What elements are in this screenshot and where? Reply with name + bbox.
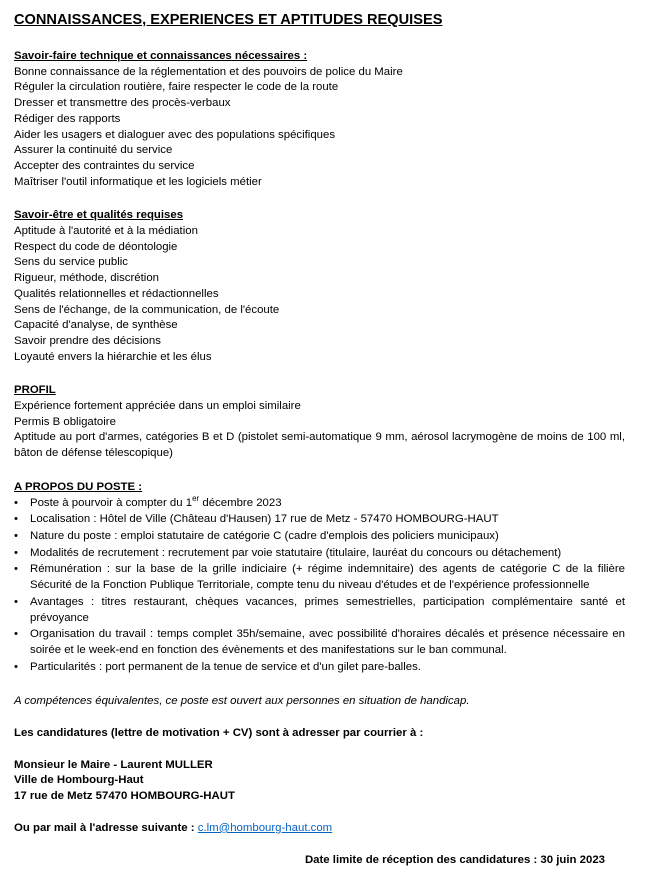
profil-heading: PROFIL — [14, 384, 56, 397]
savoir-etre-section — [14, 208, 625, 365]
savoir-etre-list — [14, 224, 625, 365]
list-item: • Poste à pourvoir à compter du 1er décembre 2023 — [14, 496, 625, 512]
list-item: Loyauté envers la hiérarchie et les élus — [14, 350, 212, 363]
savoir-faire-section — [14, 49, 625, 190]
apropos-section — [14, 480, 625, 675]
list-item: Qualités relationnelles et rédactionnelles — [14, 287, 219, 300]
list-item: Rigueur, méthode, discrétion — [14, 272, 159, 285]
address-line: Ville de Hombourg-Haut — [14, 774, 144, 787]
list-item: Aider les usagers et dialoguer avec des populations spécifiques — [14, 128, 336, 141]
bullet-icon: • — [14, 496, 18, 509]
list-item: Respect du code de déontologie — [14, 240, 178, 253]
profil-section — [14, 383, 625, 462]
list-item: Rédiger des rapports — [14, 112, 121, 125]
mail-line — [14, 821, 625, 837]
list-item: Maîtriser l'outil informatique et les logiciels métier — [14, 175, 262, 188]
list-item: Sens du service public — [14, 256, 128, 269]
list-item: Accepter des contraintes du service — [14, 159, 195, 172]
list-item: Aptitude à l'autorité et à la médiation — [14, 225, 198, 238]
job-posting-document — [14, 11, 625, 868]
bullet-icon: • — [14, 628, 18, 641]
savoir-faire-heading: Savoir-faire technique et connaissances nécessaires : — [14, 50, 308, 62]
bullet-icon: • — [14, 513, 18, 526]
list-item: Dresser et transmettre des procès-verbaux — [14, 97, 231, 110]
savoir-faire-list — [14, 65, 625, 191]
address-line: Monsieur le Maire - Laurent MULLER — [14, 758, 213, 771]
bullet-icon: • — [14, 595, 18, 608]
list-item: • Organisation du travail : temps complet 35h/semaine, avec possibilité d'horaires décalés et présence nécessaire en soirée et le week-end en fonction des évènements et des manifestations sur le ban communal. — [14, 628, 625, 656]
list-item: • Rémunération : sur la base de la grille indiciaire (+ régime indemnitaire) des agents de catégorie C de la filière Sécurité de la Fonction Publique Territoriale, compte tenu du niveau d'études et de l'expérience professionnelle — [14, 563, 625, 592]
bullet-icon: • — [14, 660, 18, 673]
list-item: • Localisation : Hôtel de Ville (Château d'Hausen) 17 rue de Metz - 57470 HOMBOURG-HAUT — [14, 512, 625, 528]
list-item: • Modalités de recrutement : recrutement par voie statutaire (titulaire, lauréat du concours ou détachement) — [14, 546, 625, 562]
address-line: 17 rue de Metz 57470 HOMBOURG-HAUT — [14, 790, 235, 803]
candidatures-intro: Les candidatures (lettre de motivation + CV) sont à adresser par courrier à : — [14, 727, 424, 740]
bullet-icon: • — [14, 529, 18, 542]
apropos-heading: A PROPOS DU POSTE : — [14, 480, 143, 493]
list-item: Bonne connaissance de la réglementation et des pouvoirs de police du Maire — [14, 65, 403, 78]
list-item: Savoir prendre des décisions — [14, 334, 161, 347]
list-item: Expérience fortement appréciée dans un emploi similaire — [14, 400, 301, 413]
list-item: Capacité d'analyse, de synthèse — [14, 319, 178, 332]
page-title: CONNAISSANCES, EXPERIENCES ET APTITUDES REQUISES — [14, 12, 443, 28]
bullet-icon: • — [14, 563, 18, 576]
profil-list — [14, 399, 625, 462]
email-link[interactable]: c.lm@hombourg-haut.com — [197, 821, 333, 834]
list-item: Aptitude au port d'armes, catégories B et D (pistolet semi-automatique 9 mm, aérosol lacrymogène de moins de 100 ml, bâton de défense télescopique) — [14, 431, 625, 460]
list-item: • Nature du poste : emploi statutaire de catégorie C (cadre d'emplois des policiers municipaux) — [14, 529, 625, 545]
deadline-text: Date limite de réception des candidatures : 30 juin 2023 — [304, 853, 605, 866]
savoir-etre-heading: Savoir-être et qualités requises — [14, 209, 184, 222]
list-item: Sens de l'échange, de la communication, de l'écoute — [14, 303, 280, 316]
mail-label: Ou par mail à l'adresse suivante : — [14, 821, 198, 834]
postal-address — [14, 758, 625, 805]
list-item: Permis B obligatoire — [14, 415, 116, 428]
list-item: • Particularités : port permanent de la tenue de service et d'un gilet pare-balles. — [14, 660, 625, 676]
list-item: Réguler la circulation routière, faire respecter le code de la route — [14, 81, 339, 94]
handicap-note: A compétences équivalentes, ce poste est ouvert aux personnes en situation de handicap. — [14, 695, 470, 708]
list-item: Assurer la continuité du service — [14, 144, 173, 157]
apropos-list — [14, 493, 625, 676]
bullet-icon: • — [14, 546, 18, 559]
list-item: • Avantages : titres restaurant, chèques vacances, primes semestrielles, participation complémentaire santé et prévoyance — [14, 595, 625, 624]
